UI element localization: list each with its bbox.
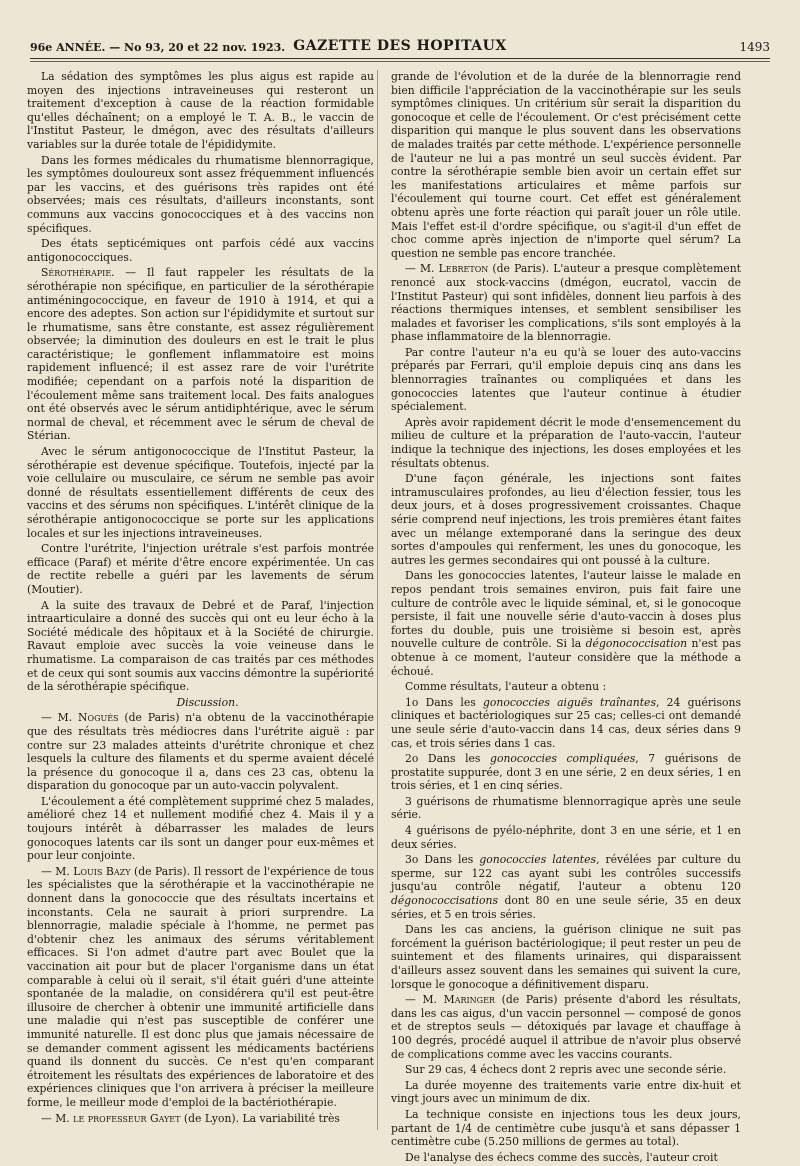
paragraph: Sur 29 cas, 4 échecs dont 2 repris avec une seconde série. [405, 1063, 727, 1077]
emphasis: gonococcies latentes [479, 853, 597, 867]
paragraph-text: , 24 guérisons cliniques et bactériologiques sur 25 cas; celles-ci ont demandé une seule série d'auto-vaccin dans 14 cas, deux séries dans 9 cas, et trois séries dans 1 cas. [391, 695, 741, 750]
running-header [30, 28, 770, 59]
paragraph-text: (de Lyon). La variabilité très [180, 1111, 340, 1125]
paragraph: D'une façon générale, les injections sont faites intramusculaires profondes, au lieu d'élection fessier, tous les deux jours, et à doses progressivement croissantes. Chaque série comprend neuf injections, les trois premières étant faites avec un mélange extemporané dans la seringue des deux sortes d'ampoules qui renferment, les unes du gonocoque, les autres les germes secondaires qui ont poussé à la culture. [391, 472, 741, 567]
paragraph-text: 2o Dans les [405, 752, 491, 766]
paragraph [27, 711, 374, 793]
paragraph: Avec le sérum antigonococcique de l'Institut Pasteur, la sérothérapie est devenue spécifique. Toutefois, injecté par la voie cellulaire ou musculaire, ce sérum ne semble pas avoir donné de résultats essentiellement différents de ceux des vaccins et des sérums non spécifiques. L'intérêt clinique de la sérothérapie antigonococcique se porte sur les applications locales et sur les injections intraveineuses. [27, 445, 374, 540]
speaker-name: — M. Louis Bazy [41, 864, 131, 878]
column-rule [377, 70, 378, 1130]
journal-title: GAZETTE DES HOPITAUX [293, 38, 507, 54]
paragraph-text: — Il faut rappeler les résultats de la sérothérapie non spécifique, en particulier de la sérothérapie antiméningococcique, en faveur de 1910 à 1914, et qui a encore des adeptes. Son action sur l'épididymite et surtout sur le rhumatisme, sans être constante, est assez régulièrement observée; la diminution des douleurs en est le trait le plus caractéristique; le gonflement inflammatoire est moins rapidement influencé; il est assez rare de voir l'urétrite modifiée; cependant on a parfois noté la disparition de l'écoulement même sans traitement local. Des faits analogues ont été observés avec le sérum antidiphtérique, avec le sérum normal de cheval, et récemment avec le sérum de cheval de Stérian. [27, 266, 374, 443]
paragraph-text: 3o Dans les [405, 853, 480, 867]
paragraph [391, 262, 741, 344]
paragraph: La durée moyenne des traitements varie entre dix-huit et vingt jours avec un minimum de dix. [391, 1078, 741, 1106]
speaker-name: — M. Lebreton [405, 262, 489, 276]
page-number: 1493 [739, 40, 770, 54]
paragraph: La technique consiste en injections tous les deux jours, partant de 1/4 de centimètre cube jusqu'à et sans dépasser 1 centimètre cube (5.250 millions de germes au total). [391, 1107, 741, 1149]
paragraph: Des états septicémiques ont parfois cédé aux vaccins antigonococciques. [27, 237, 374, 264]
paragraph [27, 1112, 374, 1126]
paragraph: De l'analyse des échecs comme des succès, l'auteur croit [405, 1150, 718, 1164]
paragraph: La sédation des symptômes les plus aigus est rapide au moyen des injections intraveineuses qui resteront un traitement d'exception à cause de la réaction formidable qu'elles déchaînent; on a employé le T. A. B., le vaccin de l'Institut Pasteur, le dmégon, avec des résultats d'ailleurs variables sur la durée totale de l'épididymite. [27, 70, 374, 151]
paragraph-text: (de Paris). Il ressort de l'expérience de tous les spécialistes que la sérothérapie et la vaccinothérapie ne donnent dans la gonococcie que des résultats incertains et inconstants. Cela ne saurait à priori surprendre. La blennorragie, maladie spéciale à l'homme, ne permet pas d'obtenir chez les animaux des sérums véritablement efficaces. Si l'on admet d'autre part avec Boulet que la vaccination ait pour but de placer l'organisme dans un état comparable à celui où il serait, s'il était guéri d'une atteinte spontanée de la maladie, on considérera qu'il est peut-être illusoire de chercher à obtenir une immunité artificielle dans une maladie qui n'est pas susceptible de conférer une immunité naturelle. Il est donc plus que jamais nécessaire de se demander comment agissent les médicaments bactériens quand ils donnent du succès. Ce n'est qu'en comparant étroitement les résultats des expériences de laboratoire et des expériences cliniques que l'on arrivera à préciser la meilleure forme, le meilleur mode d'emploi de la bactériothérapie. [27, 864, 374, 1109]
paragraph-text: (de Paris) n'a obtenu de la vaccinothérapie que des résultats très médiocres dans l'urétrite aiguë : par contre sur 23 malades atteints d'urétrite chronique et chez lesquels la culture des filaments et du sperme avaient décelé la présence du gonocoque il a, dans ces 23 cas, obtenu la disparation du gonocoque par un auto-vaccin polyvalent. [27, 711, 375, 793]
section-heading: Sérothérapie. [41, 266, 115, 280]
paragraph: Contre l'urétrite, l'injection urétrale s'est parfois montrée efficace (Paraf) et mérite d'être encore expérimentée. Un cas de rectite rebelle a guéri par les lavements de sérum (Moutier). [27, 542, 374, 596]
paragraph-text: (de Paris). L'auteur a presque complètement renoncé aux stock-vaccins (dmégon, eucratol, vaccin de l'Institut Pasteur) qui sont infidèles, donnent lieu parfois à des réactions thermiques intenses, et semblent sensibiliser les malades et favoriser les complications, s'ils sont employés à la phase inflammatoire de la blennorragie. [391, 262, 741, 344]
paragraph-text: Dans les gonococcies latentes, l'auteur laisse le malade en repos pendant trois semaines environ, puis fait faire une culture de contrôle avec le liquide séminal, et, si le gonocoque persiste, il fait une nouvelle série d'auto-vaccin à doses plus fortes du double, puis une troisième si besoin est, après nouvelle culture de contrôle. Si la [391, 569, 741, 651]
paragraph [391, 853, 741, 921]
paragraph [391, 569, 741, 678]
discussion-heading: Discussion. [176, 695, 239, 709]
paragraph [27, 865, 374, 1110]
paragraph [391, 752, 741, 793]
paragraph-text: , révélées par culture du sperme, sur 122 cas ayant subi les contrôles successifs jusqu'au contrôle négatif, l'auteur a obtenu 120 [391, 853, 741, 894]
speaker-name: — M. Nogués [41, 711, 119, 725]
right-column [391, 70, 741, 1166]
emphasis: gonococcies aiguës traînantes [482, 695, 656, 709]
speaker-name: — M. le professeur Gayet [41, 1111, 181, 1125]
paragraph: Dans les cas anciens, la guérison clinique ne suit pas forcément la guérison bactériologique; il peut rester un peu de suintement et des filaments urinaires, qui disparaissent d'ailleurs assez souvent dans les semaines qui suivent la cure, lorsque le gonocoque a définitivement disparu. [391, 923, 741, 991]
emphasis: dégonococcisation [585, 637, 688, 651]
paragraph: L'écoulement a été complètement supprimé chez 5 malades, amélioré chez 14 et nullement modifié chez 4. Mais il y a toujours intérêt à débarrasser les malades de leurs gonocoques latents car ils sont un danger pour eux-mêmes et pour leur conjointe. [27, 794, 374, 863]
paragraph: Par contre l'auteur n'a eu qu'à se louer des auto-vaccins préparés par Ferrari, qu'il emploie depuis cinq ans dans les blennorragies traînantes ou compliquées et dans les gonococcies latentes que l'auteur continue à étudier spécialement. [391, 345, 741, 414]
left-column [27, 70, 374, 1127]
speaker-name: — M. Maringer [405, 993, 495, 1007]
paragraph: A la suite des travaux de Debré et de Paraf, l'injection intraarticulaire a donné des succès qui ont eu leur écho à la Société médicale des hôpitaux et à la Société de chirurgie. Ravaut emploie avec succès la voie veineuse dans le rhumatisme. La comparaison de cas traités par ces méthodes et de ceux qui sont soumis aux vaccins démontre la supériorité de la sérothérapie spécifique. [27, 598, 374, 694]
paragraph-text: (de Paris) présente d'abord les résultats, dans les cas aigus, d'un vaccin personnel — composé de gonos et de streptos seuls — détoxiqués par lavage et chauffage à 100 degrés, procédé auquel il attribue de n'avoir plus observé de complications comme avec les vaccins courants. [391, 993, 741, 1061]
paragraph: Comme résultats, l'auteur a obtenu : [405, 680, 607, 694]
paragraph: 3 guérisons de rhumatisme blennorragique après une seule série. [391, 794, 741, 822]
header-rule [30, 61, 770, 62]
emphasis: dégonococcisations [391, 894, 499, 908]
paragraph: grande de l'évolution et de la durée de la blennorragie rend bien difficile l'appréciation de la vaccinothérapie sur les seuls symptômes cliniques. Un critérium sûr serait la disparition du gonocoque et celle de l'écoulement. Or c'est précisément cette disparition qui manque le plus souvent dans les observations de malades traités par cette méthode. L'expérience personnelle de l'auteur ne lui a pas montré un seul succès évident. Par contre la sérothérapie semble bien avoir un certain effet sur les manifestations articulaires et même parfois sur l'écoulement qui tourne court. Cet effet est généralement obtenu après une forte réaction qui paraît jouer un rôle utile. Mais l'effet est-il d'ordre spécifique, ou s'agit-il d'un effet de choc comme après injection de n'importe quel sérum? La question ne semble pas encore tranchée. [391, 70, 741, 260]
paragraph-text: n'est pas obtenue à ce moment, l'auteur considère que la méthode a échoué. [391, 637, 741, 678]
paragraph-text: 1o Dans les [405, 695, 483, 709]
emphasis: gonococcies compliquées [490, 752, 636, 766]
paragraph [27, 266, 374, 443]
issue-line: 96e ANNÉE. — No 93, 20 et 22 nov. 1923. [30, 41, 286, 54]
paragraph [391, 696, 741, 750]
paragraph-text: dont 80 en une seule série, 35 en deux séries, et 5 en trois séries. [391, 894, 741, 921]
paragraph-text: , 7 guérisons de prostatite suppurée, dont 3 en une série, 2 en deux séries, 1 en trois séries, et 1 en cinq séries. [391, 752, 741, 793]
paragraph [391, 993, 741, 1061]
paragraph: 4 guérisons de pyélo-néphrite, dont 3 en une série, et 1 en deux séries. [391, 824, 741, 851]
paragraph: Dans les formes médicales du rhumatisme blennorragique, les symptômes douloureux sont assez fréquemment influencés par les vaccins, et des guérisons très rapides ont été observées; mais ces résultats, d'ailleurs inconstants, sont communs aux vaccins gonococciques et à des vaccins non spécifiques. [27, 153, 374, 235]
paragraph: Après avoir rapidement décrit le mode d'ensemencement du milieu de culture et la préparation de l'auto-vaccin, l'auteur indique la technique des injections, les doses employées et les résultats obtenus. [391, 415, 741, 470]
